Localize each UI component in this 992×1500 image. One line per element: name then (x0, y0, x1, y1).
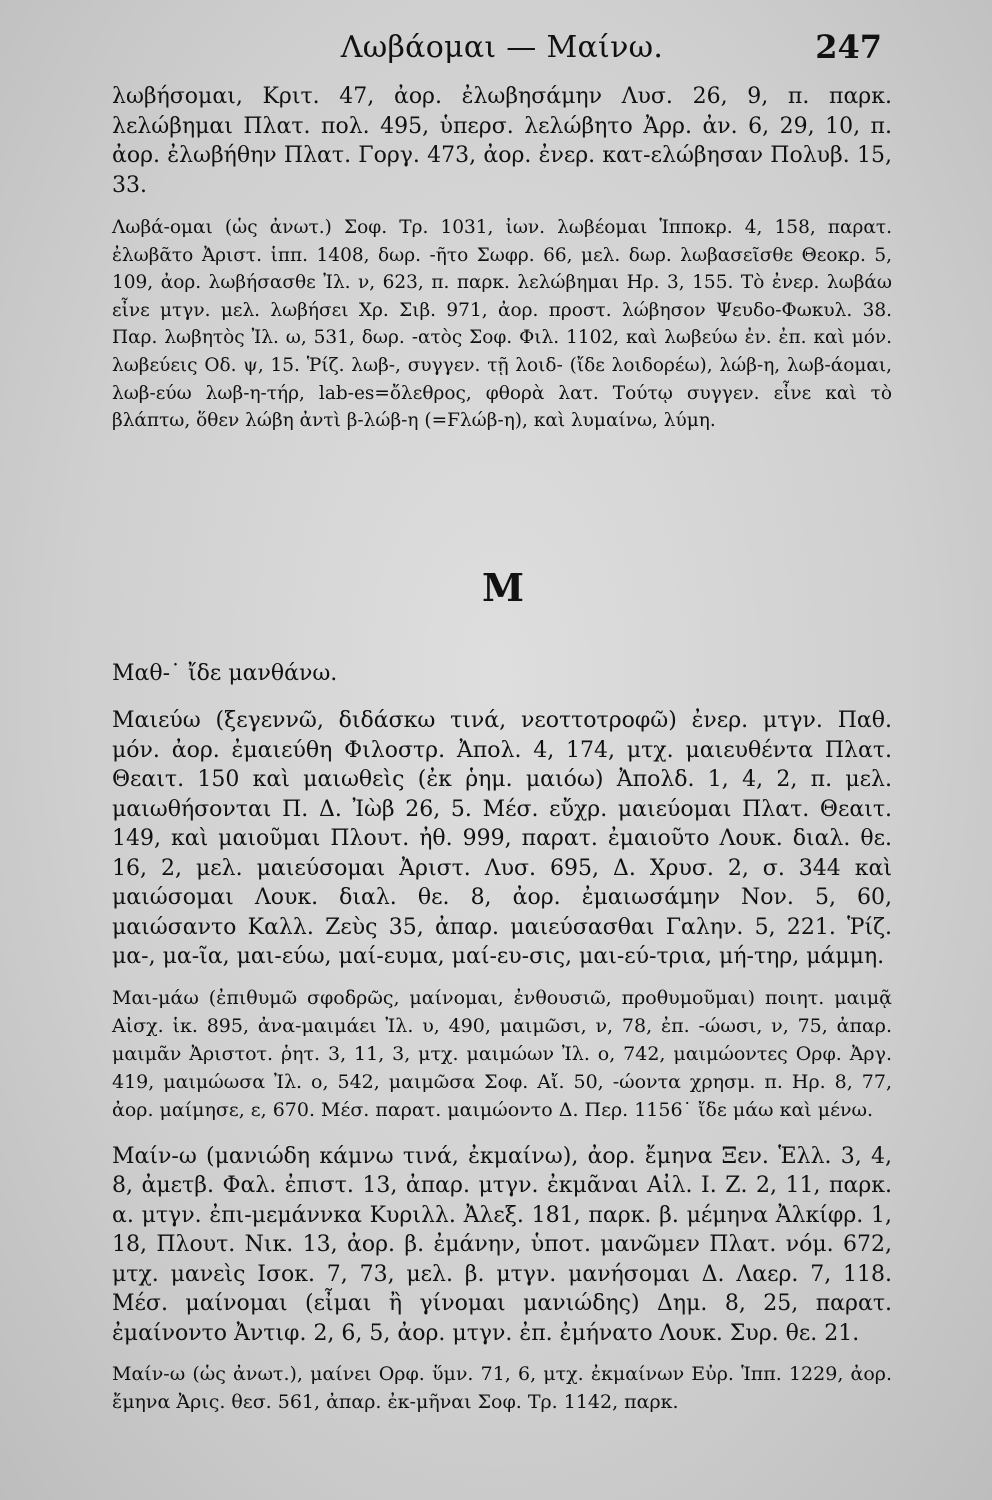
entry-maimao: Μαι-μάω (ἐπιθυμῶ σφοδρῶς, μαίνομαι, ἐνθουσιῶ, προθυμοῦμαι) ποιητ. μαιμᾷ Αἰσχ. ἱκ. 895, ἀνα-μαιμάει Ἰλ. υ, 490, μαιμῶσι, ν, 78, ἐπ. -ώωσι, ν, 75, ἀπαρ. μαιμᾶν Ἀριστοτ. ῥητ. 3, 11, 3, μτχ. μαιμώων Ἰλ. ο, 742, μαιμώοντες Ορφ. Ἀργ. 419, μαιμώωσα Ἰλ. ο, 542, μαιμῶσα Σοφ. Αἴ. 50, -ώοντα χρησμ. π. Ηρ. 8, 77, ἀορ. μαίμησε, ε, 670. Μέσ. παρατ. μαιμώοντο Δ. Περ. 1156˙ ἴδε μάω καὶ μένω. (112, 986, 892, 1121)
entry-mainw: Μαίν-ω (μανιώδη κάμνω τινά, ἐκμαίνω), ἀορ. ἔμηνα Ξεν. Ἑλλ. 3, 4, 8, ἀμετβ. Φαλ. ἐπιστ. 13, ἀπαρ. μτγν. ἐκμᾶναι Αἰλ. Ι. Ζ. 2, 11, παρκ. α. μτγν. ἐπι-μεμάννκα Κυριλλ. Ἀλεξ. 181, παρκ. β. μέμηνα Ἀλκίφρ. 1, 18, Πλουτ. Νικ. 13, ἀορ. β. ἐμάνην, ὑποτ. μανῶμεν Πλατ. νόμ. 672, μτχ. μανεὶς Ισοκ. 7, 73, μελ. β. μτγν. μανήσομαι Δ. Λαερ. 7, 118. Μέσ. μαίνομαι (εἶμαι ἢ γίνομαι μανιώδης) Δημ. 8, 25, παρατ. ἐμαίνοντο Ἀντιφ. 2, 6, 5, ἀορ. μτγν. ἐπ. ἐμήνατο Λουκ. Συρ. θε. 21. (112, 1143, 892, 1346)
entry-maieuo: Μαιεύω (ξεγεννῶ, διδάσκω τινά, νεοττοτροφῶ) ἐνερ. μτγν. Παθ. μόν. ἀορ. ἐμαιεύθη Φιλοστρ. Ἀπολ. 4, 174, μτχ. μαιευθέντα Πλατ. Θεαιτ. 150 καὶ μαιωθεὶς (ἐκ ῥημ. μαιόω) Ἀπολδ. 1, 4, 2, π. μελ. μαιωθήσονται Π. Δ. Ἰὼβ 26, 5. Μέσ. εὔχρ. μαιεύομαι Πλατ. Θεαιτ. 149, καὶ μαιοῦμαι Πλουτ. ἠθ. 999, παρατ. ἐμαιοῦτο Λουκ. διαλ. θε. 16, 2, μελ. μαιεύσομαι Ἀριστ. Λυσ. 695, Δ. Χρυσ. 2, σ. 344 καὶ μαιώσομαι Λουκ. διαλ. θε. 8, ἀορ. ἐμαιωσάμην Νον. 5, 60, μαιώσαντο Καλλ. Ζεὺς 35, ἀπαρ. μαιεύσασθαι Γαλην. 5, 221. Ῥίζ. μα-, μα-ῖα, μαι-εύω, μαί-ευμα, μαί-ευ-σις, μαι-εύ-τρια, μή-τηρ, μάμμη. (112, 708, 892, 970)
page-content (112, 82, 892, 1416)
page-number: 247 (815, 28, 882, 66)
entry-lobesomai: λωβήσομαι, Κριτ. 47, ἀορ. ἐλωβησάμην Λυσ. 26, 9, π. παρκ. λελώβημαι Πλατ. πολ. 495, ὑπερσ. λελώβητο Ἀρρ. ἀν. 6, 29, 10, π. ἀορ. ἐλωβήθην Πλατ. Γοργ. 473, ἀορ. ἐνερ. κατ-ελώβησαν Πολυβ. 15, 33. (112, 84, 892, 198)
page-header (112, 28, 892, 68)
running-head: Λωβάομαι — Μαίνω. (340, 30, 664, 65)
entry-loba-omai: Λωβά-ομαι (ὡς ἀνωτ.) Σοφ. Τρ. 1031, ἰων. λωβέομαι Ἱπποκρ. 4, 158, παρατ. ἐλωβᾶτο Ἀριστ. ἱππ. 1408, δωρ. -ῆτο Σωφρ. 66, μελ. δωρ. λωβασεῖσθε Θεοκρ. 5, 109, ἀορ. λωβήσασθε Ἰλ. ν, 623, π. παρκ. λελώβημαι Ηρ. 3, 155. Τὸ ἐνερ. λωβάω εἶνε μτγν. μελ. λωβήσει Χρ. Σιβ. 971, ἀορ. προστ. λώβησον Ψευδο-Φωκυλ. 38. Παρ. λωβητὸς Ἰλ. ω, 531, δωρ. -ατὸς Σοφ. Φιλ. 1102, καὶ λωβεύω ἐν. ἐπ. καὶ μόν. λωβεύεις Οδ. ψ, 15. Ῥίζ. λωβ-, συγγεν. τῇ λοιδ- (ἴδε λοιδορέω), λώβ-η, λωβ-άομαι, λωβ-εύω λωβ-η-τήρ, lab-es=ὄλεθρος, φθορὰ λατ. Τούτῳ συγγεν. εἶνε καὶ τὸ βλάπτω, ὅθεν λώβη ἀντὶ β-λώβ-η (=Ϝλώβ-η), καὶ λυμαίνω, λύμη. (112, 217, 892, 432)
entry-mainw-2: Μαίν-ω (ὡς ἀνωτ.), μαίνει Ορφ. ὕμν. 71, 6, μτχ. ἐκμαίνων Εὐρ. Ἱππ. 1229, ἀορ. ἔμηνα Ἀρις. θεσ. 561, ἀπαρ. ἐκ-μῆναι Σοφ. Τρ. 1142, παρκ. (112, 1363, 892, 1414)
entry-math: Μαθ-˙ ἴδε μανθάνω. (112, 660, 338, 686)
section-letter: M (481, 564, 523, 610)
